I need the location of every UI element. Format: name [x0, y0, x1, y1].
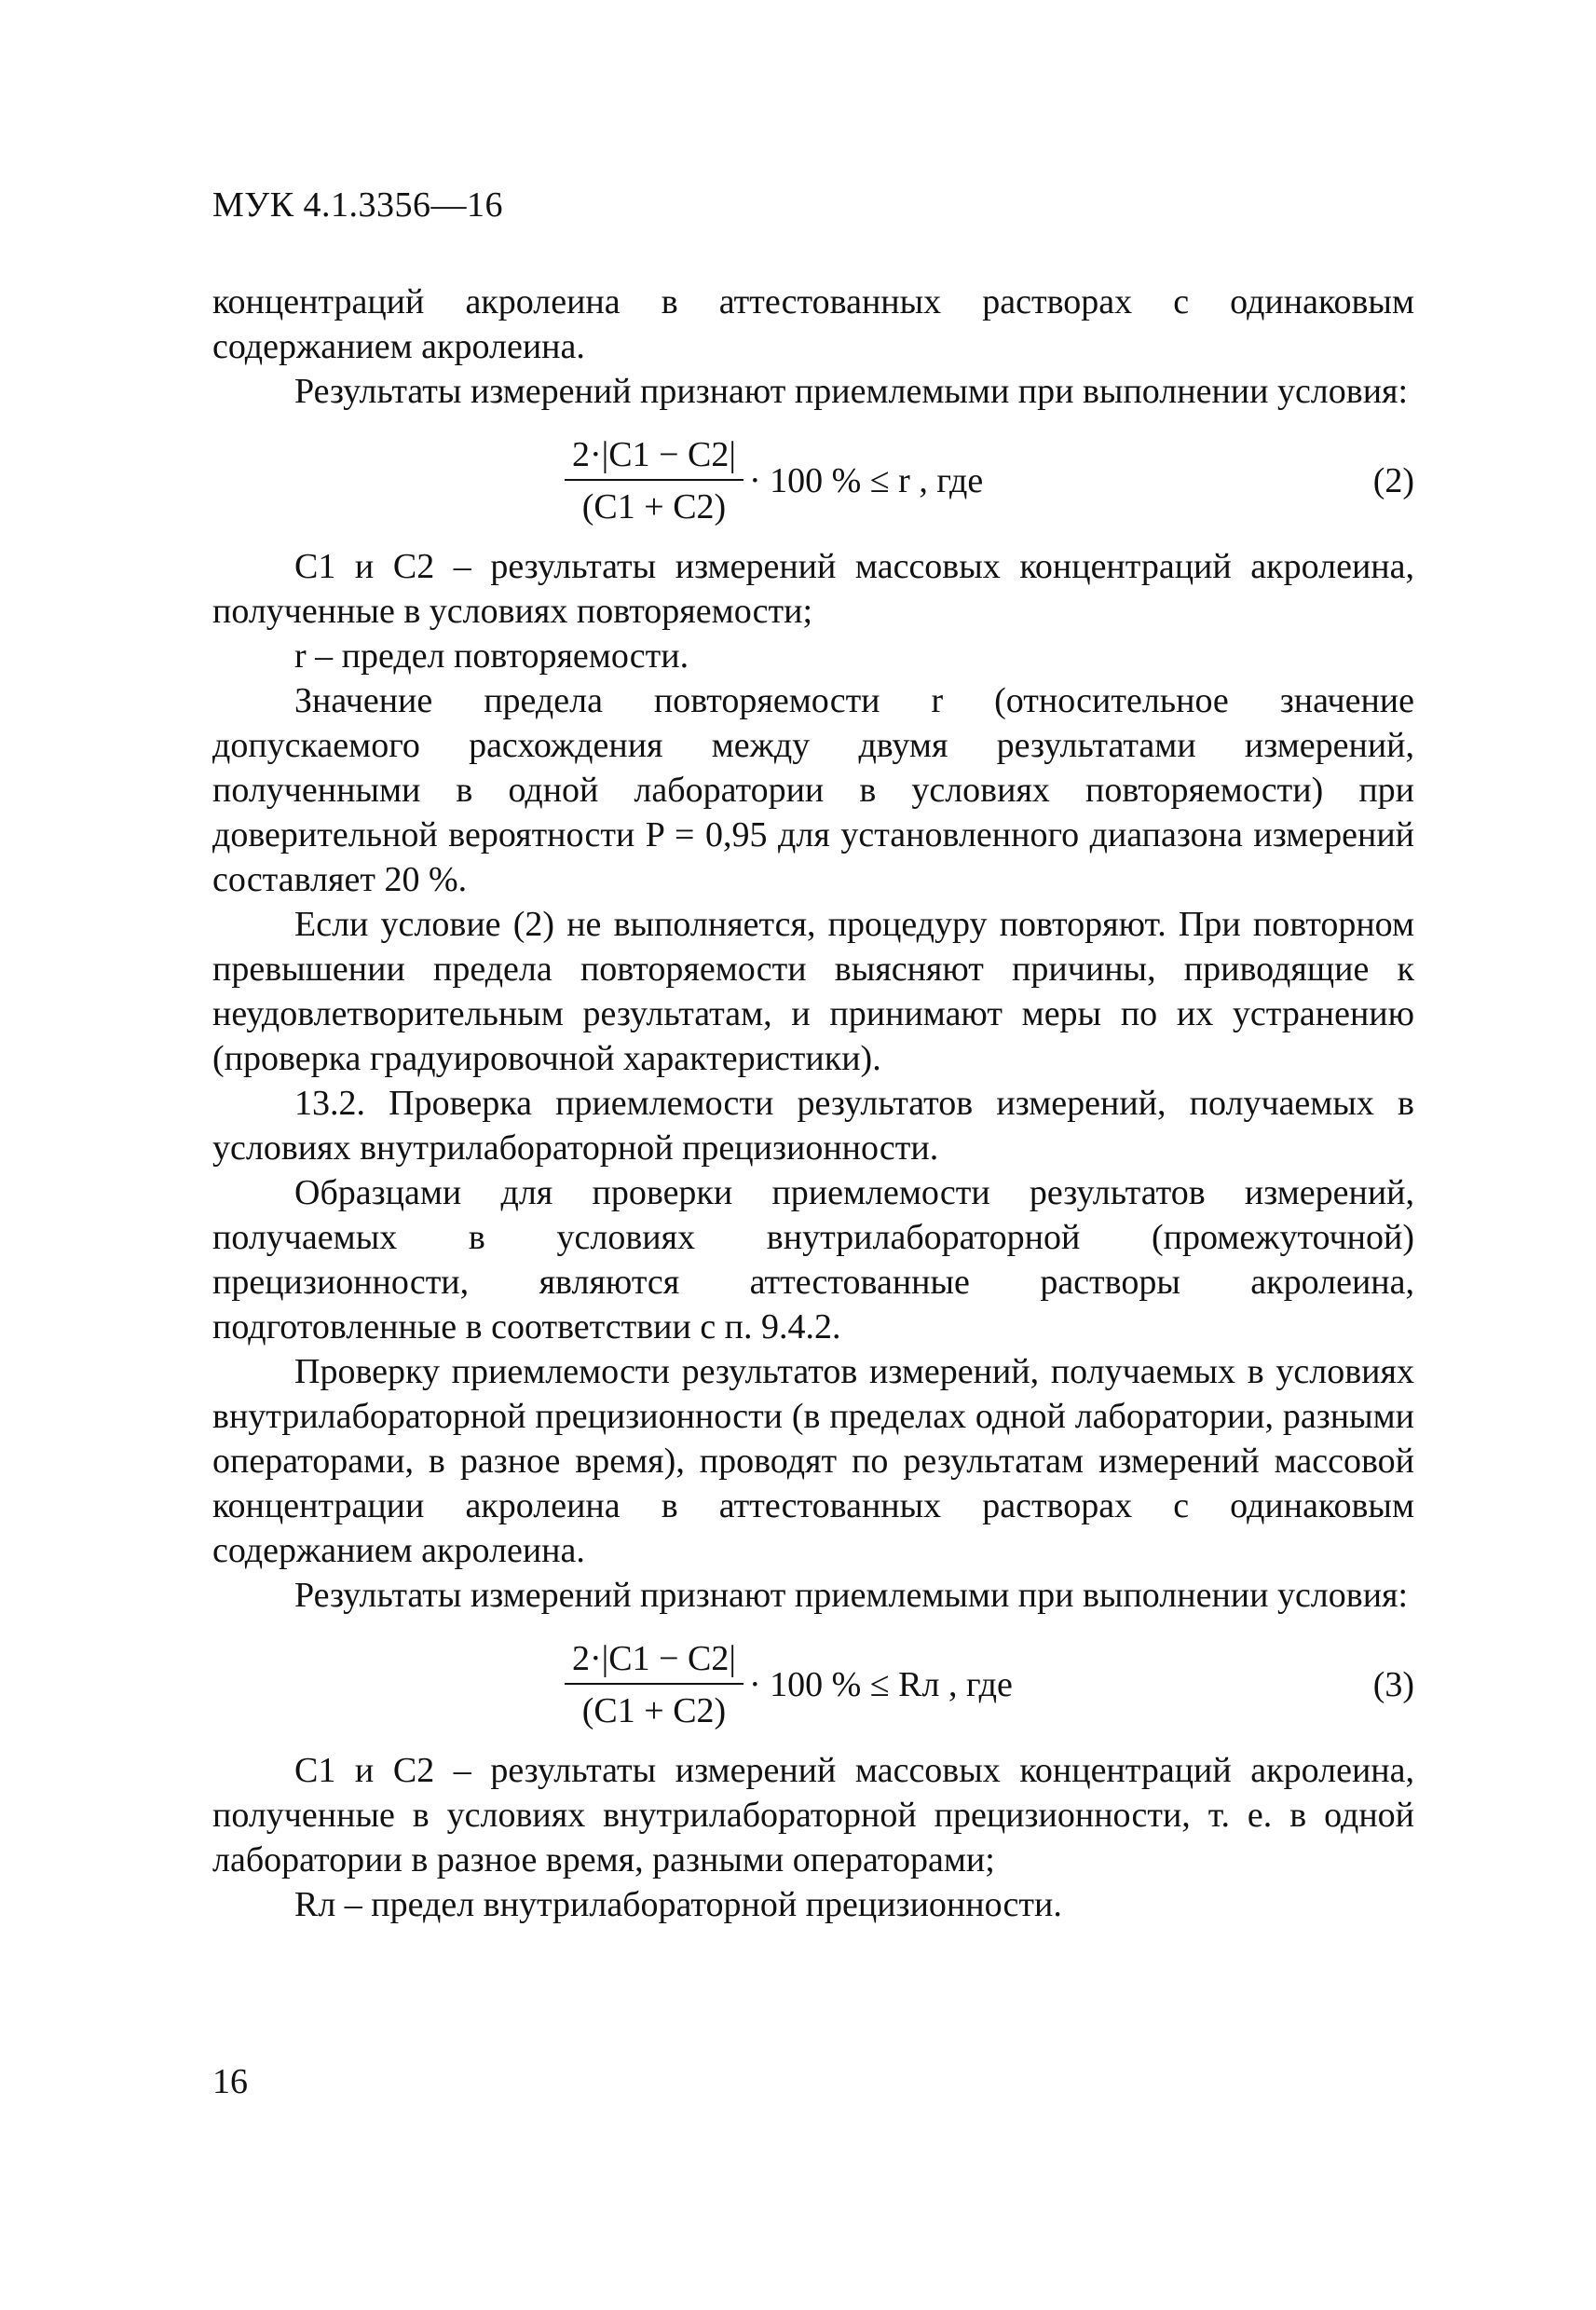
formula-condition: · 100 % ≤ Rл , где: [749, 1665, 1013, 1704]
page-body: [212, 280, 1414, 1927]
fraction: [565, 1636, 743, 1733]
formula-2: [212, 427, 1414, 535]
document-id-header: МУК 4.1.3356—16: [212, 185, 504, 225]
paragraph: Проверку приемлемости результатов измерений, получаемых в условиях внутрилабораторной прецизионности (в пределах одной лаборатории, разными операторами, в разное время), проводят по результатам измерений массовой концентрации акролеина в аттестованных растворах с одинаковым содержанием акролеина.: [212, 1352, 1414, 1570]
paragraph: C1 и C2 – результаты измерений массовых концентраций акролеина, полученные в условиях внутрилабораторной прецизионности, т. е. в одной лаборатории в разное время, разными операторами;: [212, 1751, 1414, 1879]
fraction-numerator: 2·|C1 − C2|: [565, 432, 743, 481]
paragraph: Если условие (2) не выполняется, процедуру повторяют. При повторном превышении предела повторяемости выясняют причины, приводящие к неудовлетворительным результатам, и принимают меры по их устранению (проверка градуировочной характеристики).: [212, 905, 1414, 1078]
paragraph: C1 и C2 – результаты измерений массовых концентраций акролеина, полученные в условиях повторяемости;: [212, 547, 1414, 631]
paragraph: Значение предела повторяемости r (относительное значение допускаемого расхождения между двумя результатами измерений, полученными в одной лаборатории в условиях повторяемости) при доверительной вероятности P = 0,95 для установленного диапазона измерений составляет 20 %.: [212, 681, 1414, 899]
paragraph: концентраций акролеина в аттестованных растворах с одинаковым содержанием акролеина.: [212, 282, 1414, 366]
paragraph: r – предел повторяемости.: [294, 636, 689, 676]
formula-3: [212, 1631, 1414, 1739]
fraction-denominator: (C1 + C2): [581, 487, 727, 526]
section-heading-13-2: 13.2. Проверка приемлемости результатов измерений, получаемых в условиях внутрилабораторной прецизионности.: [212, 1084, 1414, 1168]
fraction-numerator: 2·|C1 − C2|: [565, 1636, 743, 1685]
paragraph: Образцами для проверки приемлемости результатов измерений, получаемых в условиях внутрилабораторной (промежуточной) прецизионности, являются аттестованные растворы акролеина, подготовленные в соответствии с п. 9.4.2.: [212, 1173, 1414, 1346]
fraction: [565, 432, 743, 529]
paragraph: Rл – предел внутрилабораторной прецизионности.: [294, 1885, 1062, 1924]
equation-number: (3): [1372, 1665, 1414, 1704]
formula-condition: · 100 % ≤ r , где: [749, 461, 984, 500]
page-number: 16: [212, 2062, 248, 2101]
paragraph: Результаты измерений признают приемлемыми при выполнении условия:: [294, 1576, 1409, 1615]
paragraph: Результаты измерений признают приемлемыми при выполнении условия:: [294, 372, 1409, 411]
fraction-denominator: (C1 + C2): [581, 1691, 727, 1730]
equation-number: (2): [1372, 461, 1414, 500]
